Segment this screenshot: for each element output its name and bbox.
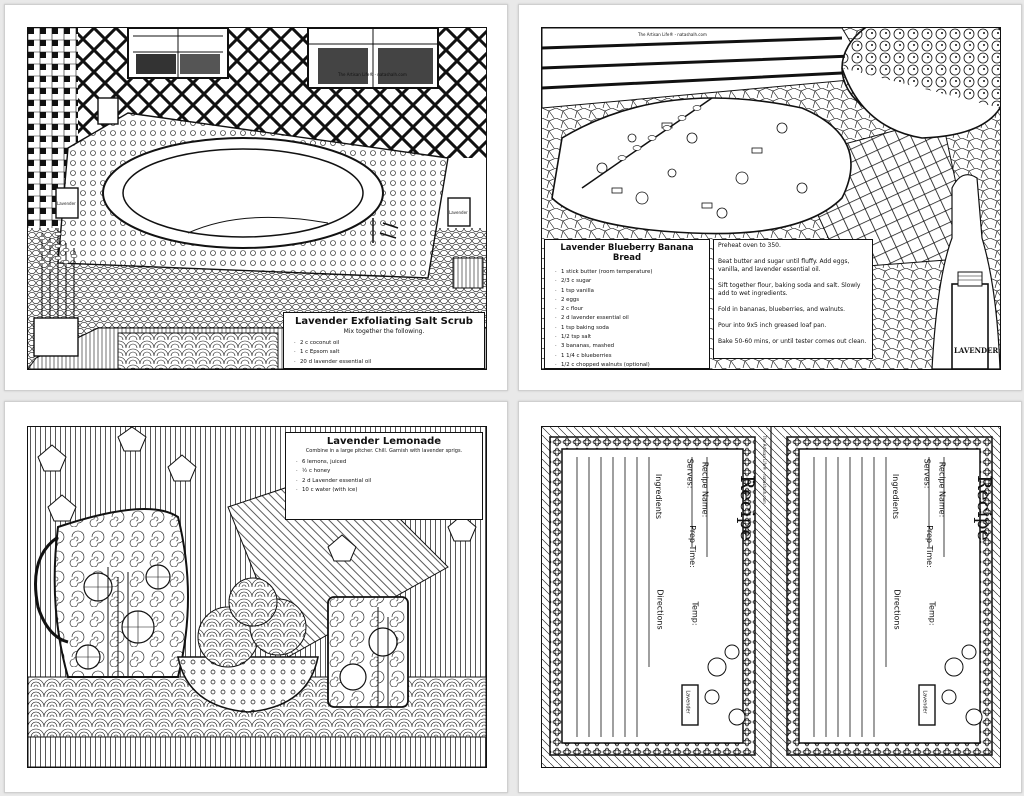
ingredient-item: · 6 lemons, juiced	[296, 458, 482, 467]
ingredient-item: · 1/2 c chopped walnuts (optional)	[555, 361, 709, 370]
serves-label: Serves:	[685, 458, 695, 489]
ingredient-item: · 3 bananas, mashed	[555, 342, 709, 351]
ingredient-item: · ½ c honey	[296, 467, 482, 476]
recipe-name-label: Recipe Name:	[937, 461, 947, 518]
recipe-name-label: Recipe Name:	[700, 461, 710, 518]
jar-label-left: Lavender	[57, 201, 76, 206]
credit-text: The Artisan Life® - natashalh.com	[638, 32, 707, 37]
bread-directions-card	[713, 239, 873, 359]
ingredient-item: · 1 stick butter (room temperature)	[555, 268, 709, 277]
ingredient-item: · 20 d lavender essential oil	[294, 358, 484, 367]
ingredient-item: · 2 d Lavender essential oil	[296, 477, 482, 486]
credit-text: The Artisan Life® - natashalh.com	[338, 72, 407, 77]
lemonade-title: Lavender Lemonade	[326, 436, 442, 447]
coloring-page-lemonade	[4, 401, 508, 793]
direction-step: Sift together flour, baking soda and salt. Slowly add to wet ingredients.	[718, 282, 861, 297]
credit-text: The Artisan Life® - natashalh.com	[761, 435, 767, 504]
direction-step: Preheat oven to 350.	[718, 242, 781, 249]
bread-ingredients-card	[544, 239, 710, 369]
scrub-recipe-card	[283, 312, 485, 369]
jar-label-right: Lavender	[449, 210, 468, 215]
coloring-page-banana-bread	[518, 4, 1022, 391]
temp-label: Temp:	[690, 601, 700, 626]
recipe-card-frame	[541, 426, 1001, 768]
direction-step: Beat butter and sugar until fluffy. Add eggs, vanilla, and lavender essential oil.	[718, 258, 850, 273]
temp-label: Temp:	[927, 601, 937, 626]
coloring-page-salt-scrub	[4, 4, 508, 391]
ingredient-item: · 1 c Epsom salt	[294, 348, 484, 357]
serves-label: Serves:	[922, 458, 932, 489]
recipe-card-title: Recipe	[972, 475, 995, 541]
directions-label: Directions	[655, 589, 665, 630]
direction-step: Fold in bananas, blueberries, and walnuts.	[718, 306, 846, 313]
bottle-label: LAVENDER	[954, 346, 999, 355]
ingredient-item: · 2 d lavender essential oil	[555, 314, 709, 323]
ingredient-item: · 1 tsp vanilla	[555, 287, 709, 296]
ingredient-item: · 1/2 tsp salt	[555, 333, 709, 342]
scrub-subtitle: Mix together the following.	[343, 328, 425, 335]
directions-label: Directions	[892, 589, 902, 630]
ingredients-label: Ingredients	[654, 473, 664, 520]
bread-title: Lavender Blueberry Banana Bread	[560, 243, 694, 263]
ingredient-item: · 1 1/4 c blueberries	[555, 352, 709, 361]
ingredient-item: · 2/3 c sugar	[555, 277, 709, 286]
ingredients-label: Ingredients	[891, 473, 901, 520]
bottle-label: Lavender	[684, 690, 691, 714]
prep-time-label: Prep Time:	[924, 525, 934, 568]
ingredient-item: · 1 tsp baking soda	[555, 324, 709, 333]
lemonade-recipe-card	[285, 432, 483, 520]
prep-time-label: Prep Time:	[687, 525, 697, 568]
scrub-title: Lavender Exfoliating Salt Scrub	[295, 316, 473, 327]
ingredient-item: · 2 c flour	[555, 305, 709, 314]
printable-recipe-cards	[518, 401, 1022, 793]
lemonade-subtitle: Combine in a large pitcher. Chill. Garnish with lavender sprigs.	[305, 448, 463, 454]
direction-step: Pour into 9x5 inch greased loaf pan.	[718, 322, 827, 329]
ingredient-item: · 10 c water (with ice)	[296, 486, 482, 495]
ingredient-item: · 2 eggs	[555, 296, 709, 305]
ingredient-item: · 2 c coconut oil	[294, 339, 484, 348]
bottle-label: Lavender	[921, 690, 928, 714]
direction-step: Bake 50-60 mins, or until tester comes out clean.	[718, 338, 867, 345]
recipe-card-title: Recipe	[735, 475, 758, 541]
